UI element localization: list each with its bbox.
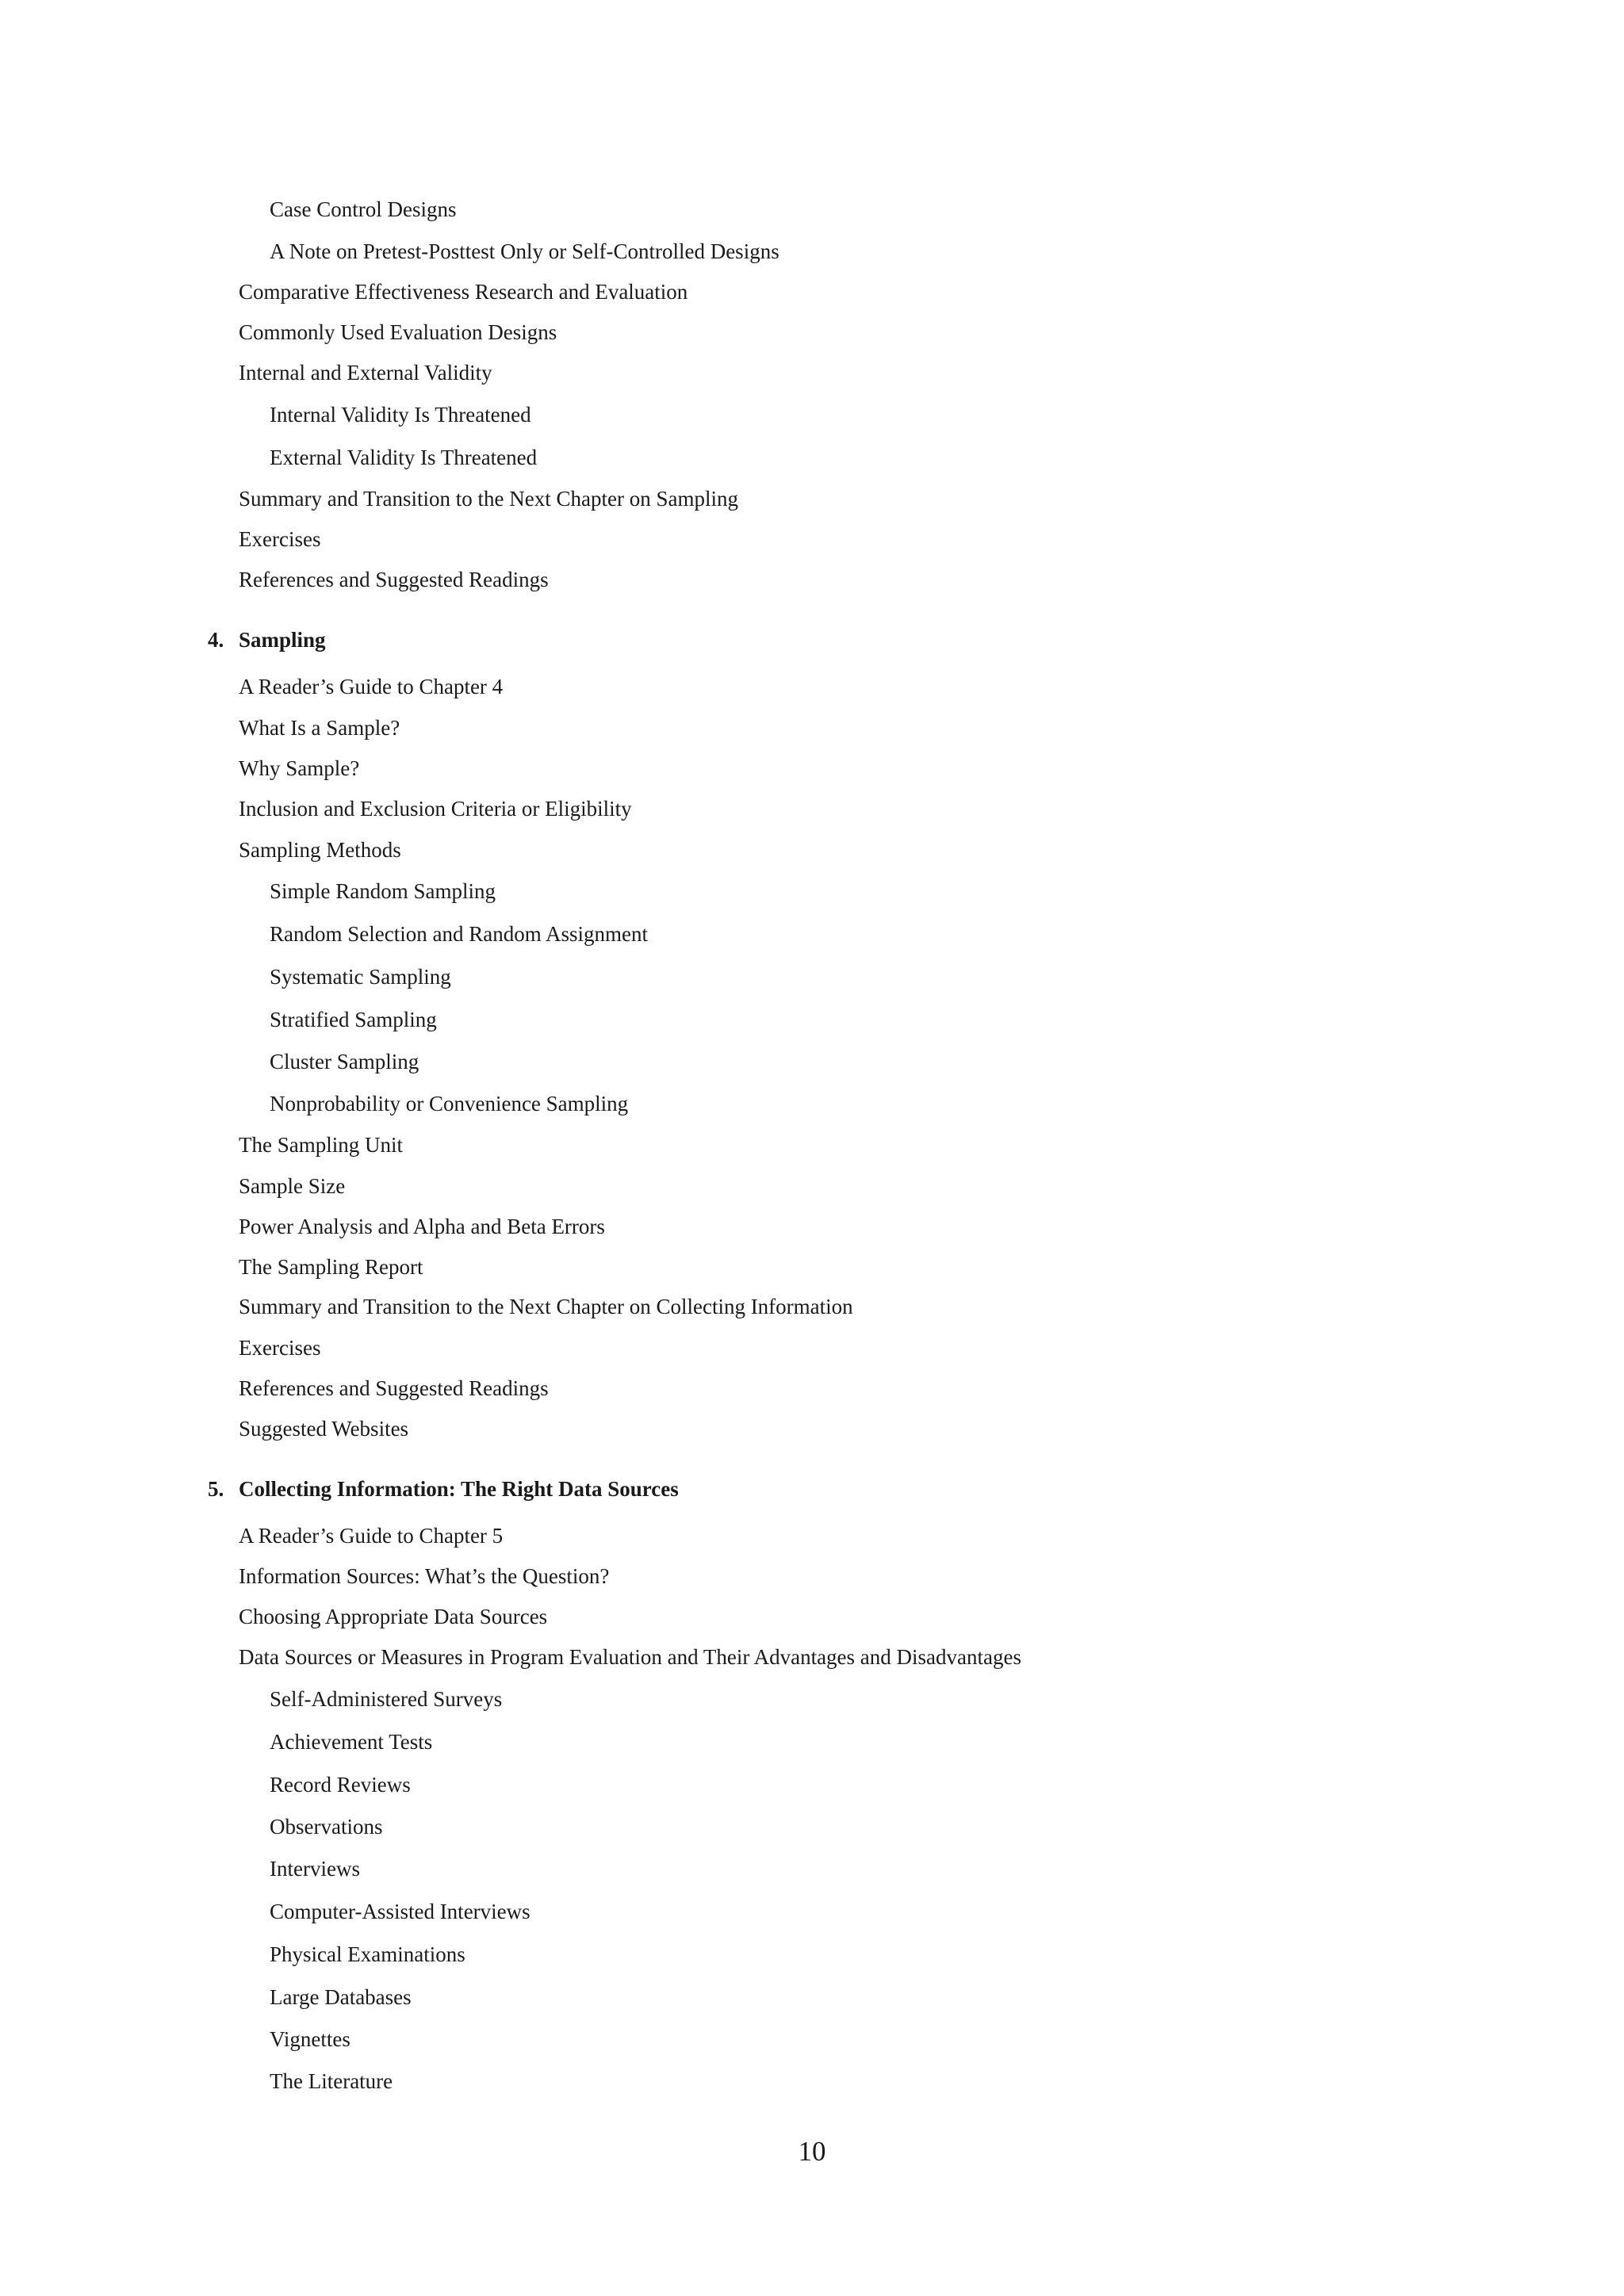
toc-entry: Data Sources or Measures in Program Evaluation and Their Advantages and Disadvantages bbox=[239, 1645, 1021, 1669]
toc-entry: Internal and External Validity bbox=[239, 361, 492, 385]
toc-entry: Comparative Effectiveness Research and Evaluation bbox=[239, 280, 688, 304]
toc-entry: Sample Size bbox=[239, 1174, 346, 1198]
toc-entry: Random Selection and Random Assignment bbox=[270, 922, 648, 946]
toc-entry: Exercises bbox=[239, 1336, 321, 1360]
toc-entry: Inclusion and Exclusion Criteria or Eligibility bbox=[239, 797, 632, 821]
chapter-title: Sampling bbox=[239, 628, 326, 652]
toc-entry: Simple Random Sampling bbox=[270, 879, 496, 903]
toc-entry: Systematic Sampling bbox=[270, 965, 451, 989]
toc-entry: Exercises bbox=[239, 527, 321, 551]
toc-entry: Achievement Tests bbox=[270, 1730, 433, 1754]
toc-entry: What Is a Sample? bbox=[239, 716, 400, 740]
toc-entry: Vignettes bbox=[270, 2027, 350, 2051]
toc-entry: Summary and Transition to the Next Chapter on Sampling bbox=[239, 487, 738, 511]
toc-entry: The Sampling Unit bbox=[239, 1133, 403, 1157]
toc-entry: References and Suggested Readings bbox=[239, 568, 549, 591]
toc-entry: The Sampling Report bbox=[239, 1255, 423, 1279]
toc-entry: Information Sources: What’s the Question? bbox=[239, 1564, 610, 1588]
toc-entry: Stratified Sampling bbox=[270, 1008, 437, 1031]
toc-entry: Nonprobability or Convenience Sampling bbox=[270, 1092, 629, 1115]
toc-entry: Sampling Methods bbox=[239, 838, 401, 862]
toc-entry: Internal Validity Is Threatened bbox=[270, 403, 531, 427]
toc-entry: Observations bbox=[270, 1815, 383, 1839]
toc-entry: Record Reviews bbox=[270, 1773, 411, 1797]
toc-entry: Choosing Appropriate Data Sources bbox=[239, 1605, 548, 1628]
toc-entry: Self-Administered Surveys bbox=[270, 1687, 503, 1711]
chapter-number: 4. bbox=[208, 628, 224, 652]
toc-entry: Summary and Transition to the Next Chapter on Collecting Information bbox=[239, 1295, 853, 1318]
toc-entry: A Reader’s Guide to Chapter 5 bbox=[239, 1524, 504, 1548]
toc-entry: Cluster Sampling bbox=[270, 1050, 419, 1073]
chapter-number: 5. bbox=[208, 1477, 224, 1501]
toc-entry: Computer-Assisted Interviews bbox=[270, 1900, 530, 1923]
toc-entry: Case Control Designs bbox=[270, 197, 457, 221]
toc-entry: Commonly Used Evaluation Designs bbox=[239, 320, 557, 344]
toc-entry: Interviews bbox=[270, 1857, 360, 1881]
chapter-heading bbox=[208, 627, 326, 652]
toc-entry: Large Databases bbox=[270, 1985, 412, 2009]
toc-entry: Physical Examinations bbox=[270, 1942, 465, 1966]
toc-entry: External Validity Is Threatened bbox=[270, 446, 538, 469]
toc-entry: Why Sample? bbox=[239, 756, 360, 780]
toc-entry: The Literature bbox=[270, 2069, 393, 2093]
page-number: 10 bbox=[798, 2136, 826, 2167]
toc-entry: Power Analysis and Alpha and Beta Errors bbox=[239, 1215, 605, 1238]
toc-entry: A Note on Pretest-Posttest Only or Self-Controlled Designs bbox=[270, 239, 779, 263]
chapter-heading bbox=[208, 1476, 679, 1502]
toc-entry: References and Suggested Readings bbox=[239, 1376, 549, 1400]
toc-entry: A Reader’s Guide to Chapter 4 bbox=[239, 675, 504, 698]
toc-entry: Suggested Websites bbox=[239, 1417, 409, 1441]
chapter-title: Collecting Information: The Right Data Sources bbox=[239, 1477, 679, 1501]
